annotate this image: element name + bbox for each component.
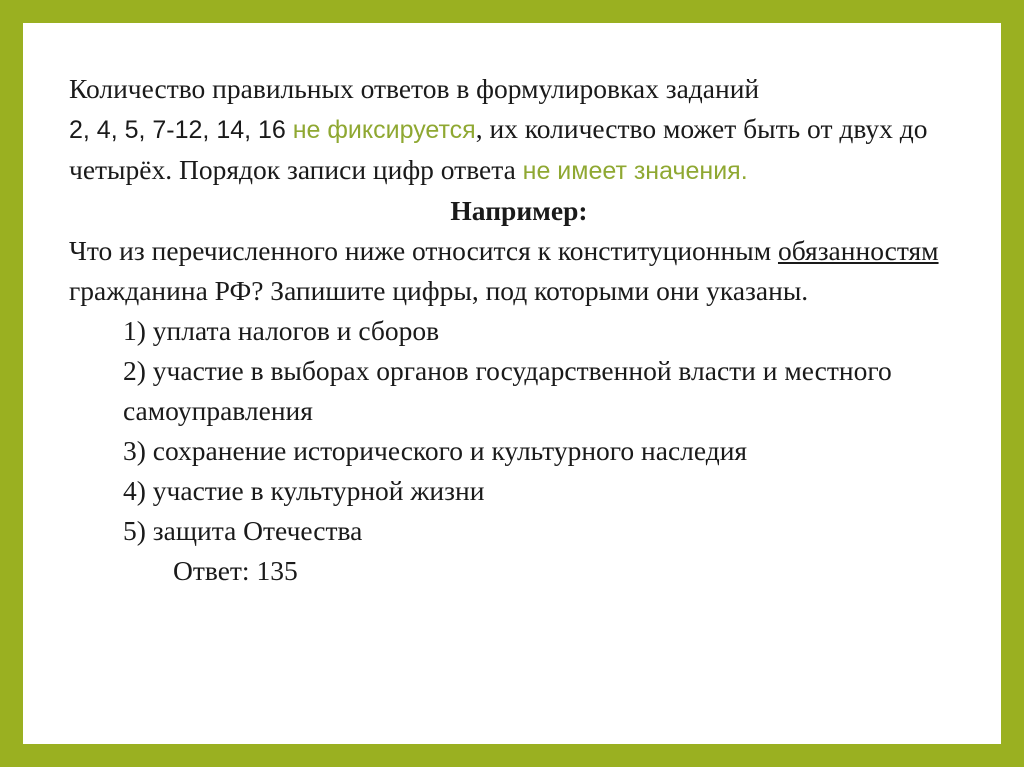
- option-2: 2) участие в выборах органов государственной власти и местного самоуправления: [123, 355, 892, 426]
- task-numbers: 2, 4, 5, 7-12, 14, 16: [69, 116, 286, 144]
- intro-paragraph: [69, 69, 969, 191]
- option-5: 5) защита Отечества: [123, 515, 363, 546]
- intro-text-1: Количество правильных ответов в формулировках заданий: [69, 73, 760, 104]
- question-text: [69, 231, 969, 311]
- slide-panel: [23, 23, 1001, 744]
- question-text-1: Что из перечисленного ниже относится к конституционным: [69, 235, 772, 266]
- question-underlined-word: обязанностям: [777, 235, 939, 266]
- question-text-2: гражданина РФ? Запишите цифры, под которыми они указаны.: [69, 275, 809, 306]
- option-3: 3) сохранение исторического и культурного наследия: [123, 435, 748, 466]
- intro-text-2: , их количество может быть от двух до четырёх. Порядок записи цифр ответа: [69, 113, 928, 185]
- option-4: 4) участие в культурной жизни: [123, 475, 485, 506]
- answer-text: Ответ: 135: [173, 555, 298, 586]
- not-fixed-highlight: не фиксируется: [292, 116, 476, 144]
- slide-content: [69, 69, 969, 591]
- option-1: 1) уплата налогов и сборов: [123, 315, 440, 346]
- example-heading: Например:: [450, 195, 588, 226]
- no-meaning-highlight: не имеет значения.: [522, 157, 748, 185]
